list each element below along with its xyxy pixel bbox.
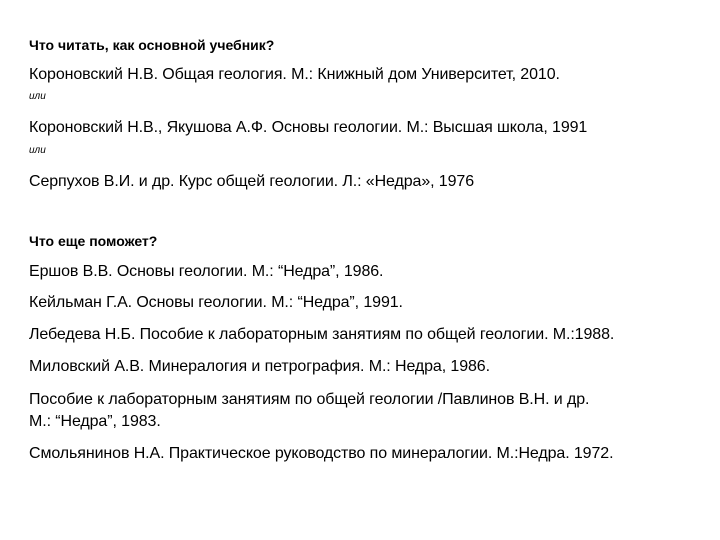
- reference-serpukhov-1976: Серпухов В.И. и др. Курс общей геологии. Л.: «Недра», 1976: [29, 173, 475, 190]
- reference-posobie-line2: М.: “Недра”, 1983.: [29, 413, 161, 430]
- reference-smolyaninov-1972: Смольянинов Н.А. Практическое руководство по минералогии. М.:Недра. 1972.: [29, 445, 614, 462]
- reference-keilman-1991: Кейльман Г.А. Основы геологии. М.: “Недра”, 1991.: [29, 294, 403, 311]
- separator-or: или: [29, 145, 46, 156]
- reference-milovsky-1986: Миловский А.В. Минералогия и петрография. М.: Недра, 1986.: [29, 358, 490, 375]
- reference-koronovsky-yakushova-1991: Короновский Н.В., Якушова А.Ф. Основы геологии. М.: Высшая школа, 1991: [29, 119, 588, 136]
- reference-ershov-1986: Ершов В.В. Основы геологии. М.: “Недра”, 1986.: [29, 263, 384, 280]
- heading-additional-reading: Что еще поможет?: [29, 233, 158, 249]
- reference-koronovsky-2010: Короновский Н.В. Общая геология. М.: Книжный дом Университет, 2010.: [29, 66, 560, 83]
- separator-or: или: [29, 91, 46, 102]
- reference-lebedeva-1988: Лебедева Н.Б. Пособие к лабораторным занятиям по общей геологии. М.:1988.: [29, 326, 615, 343]
- reference-posobie-line1: Пособие к лабораторным занятиям по общей геологии /Павлинов В.Н. и др.: [29, 391, 590, 408]
- heading-main-textbook: Что читать, как основной учебник?: [29, 37, 275, 53]
